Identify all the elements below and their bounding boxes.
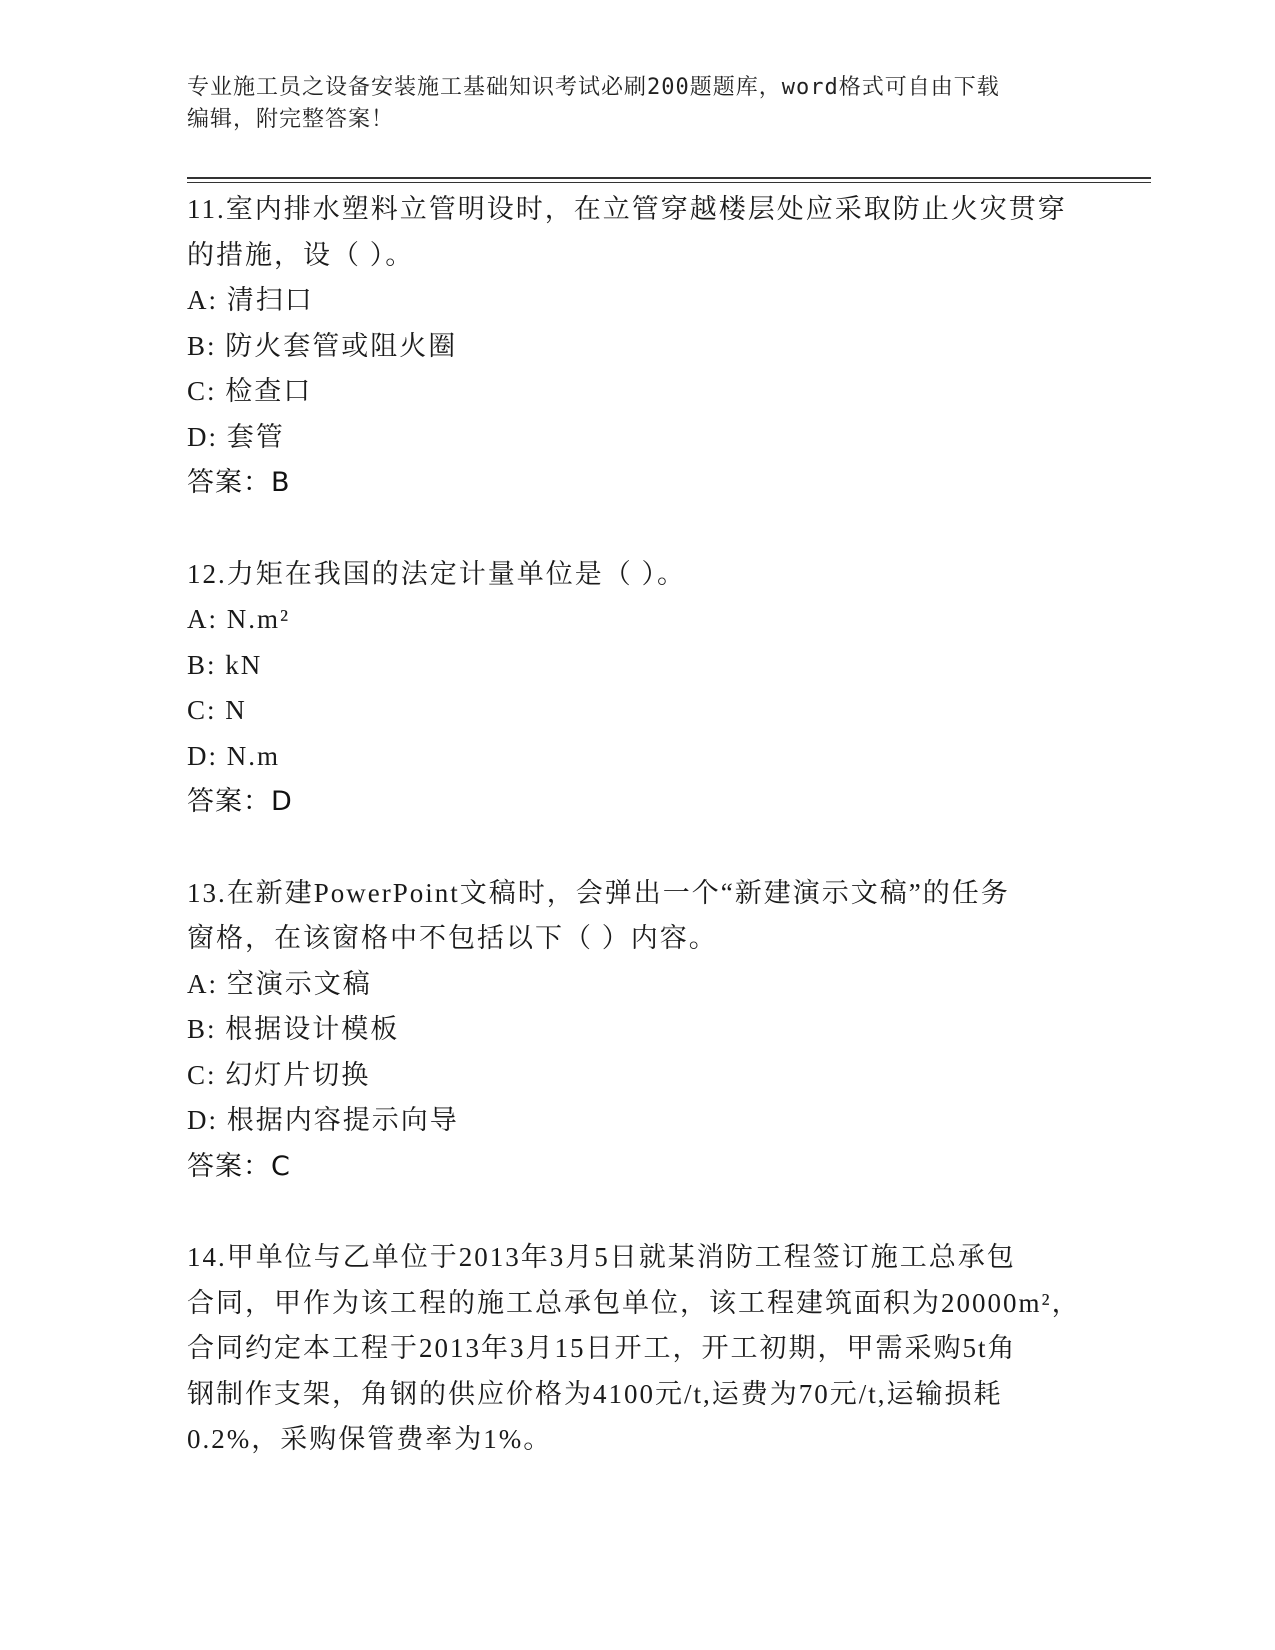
header-rule-thin (187, 182, 1151, 183)
header-line-2: 编辑，附完整答案！ (187, 107, 395, 132)
question-text-line: 11.室内排水塑料立管明设时，在立管穿越楼层处应采取防止火灾贯穿 (187, 194, 1067, 224)
option-d: D: 套管 (187, 421, 285, 452)
question-text-line: 钢制作支架，角钢的供应价格为4100元/t,运费为70元/t,运输损耗 (187, 1378, 1003, 1409)
option-c: C: 检查口 (187, 376, 313, 406)
option-c: C: N (187, 695, 247, 725)
question-11 (187, 187, 1087, 506)
question-text-line: 12.力矩在我国的法定计量单位是（ ）。 (187, 558, 686, 589)
option-b: B: 防火套管或阻火圈 (187, 330, 458, 361)
question-13 (187, 871, 1087, 1190)
option-b: B: 根据设计模板 (187, 1014, 400, 1044)
header-line-1: 专业施工员之设备安装施工基础知识考试必刷200题题库，word格式可自由下载 (187, 75, 1000, 100)
option-d: D: N.m (187, 740, 280, 771)
question-text-line: 合同，甲作为该工程的施工总承包单位，该工程建筑面积为20000m²， (187, 1287, 1081, 1318)
question-text-line: 合同约定本工程于2013年3月15日开工，开工初期，甲需采购5t角 (187, 1333, 1017, 1363)
question-list (187, 187, 1087, 1509)
option-a: A: N.m² (187, 604, 291, 634)
question-text-line: 的措施，设（ ）。 (187, 239, 415, 270)
option-c: C: 幻灯片切换 (187, 1059, 371, 1090)
option-d: D: 根据内容提示向导 (187, 1105, 459, 1135)
header-rule-thick (187, 177, 1151, 179)
question-14 (187, 1235, 1087, 1463)
option-b: B: kN (187, 649, 263, 680)
answer-label: 答案：B (187, 467, 291, 498)
question-12 (187, 552, 1087, 825)
answer-label: 答案：C (187, 1150, 291, 1182)
option-a: A: 清扫口 (187, 285, 314, 315)
question-text-line: 14.甲单位与乙单位于2013年3月5日就某消防工程签订施工总承包 (187, 1242, 1016, 1272)
question-text-line: 13.在新建PowerPoint文稿时，会弹出一个“新建演示文稿”的任务 (187, 877, 1010, 908)
question-text-line: 窗格，在该窗格中不包括以下（ ）内容。 (187, 923, 718, 953)
answer-label: 答案：D (187, 786, 293, 817)
document-header (187, 72, 1067, 136)
question-text-line: 0.2%，采购保管费率为1%。 (187, 1424, 553, 1454)
option-a: A: 空演示文稿 (187, 968, 372, 999)
